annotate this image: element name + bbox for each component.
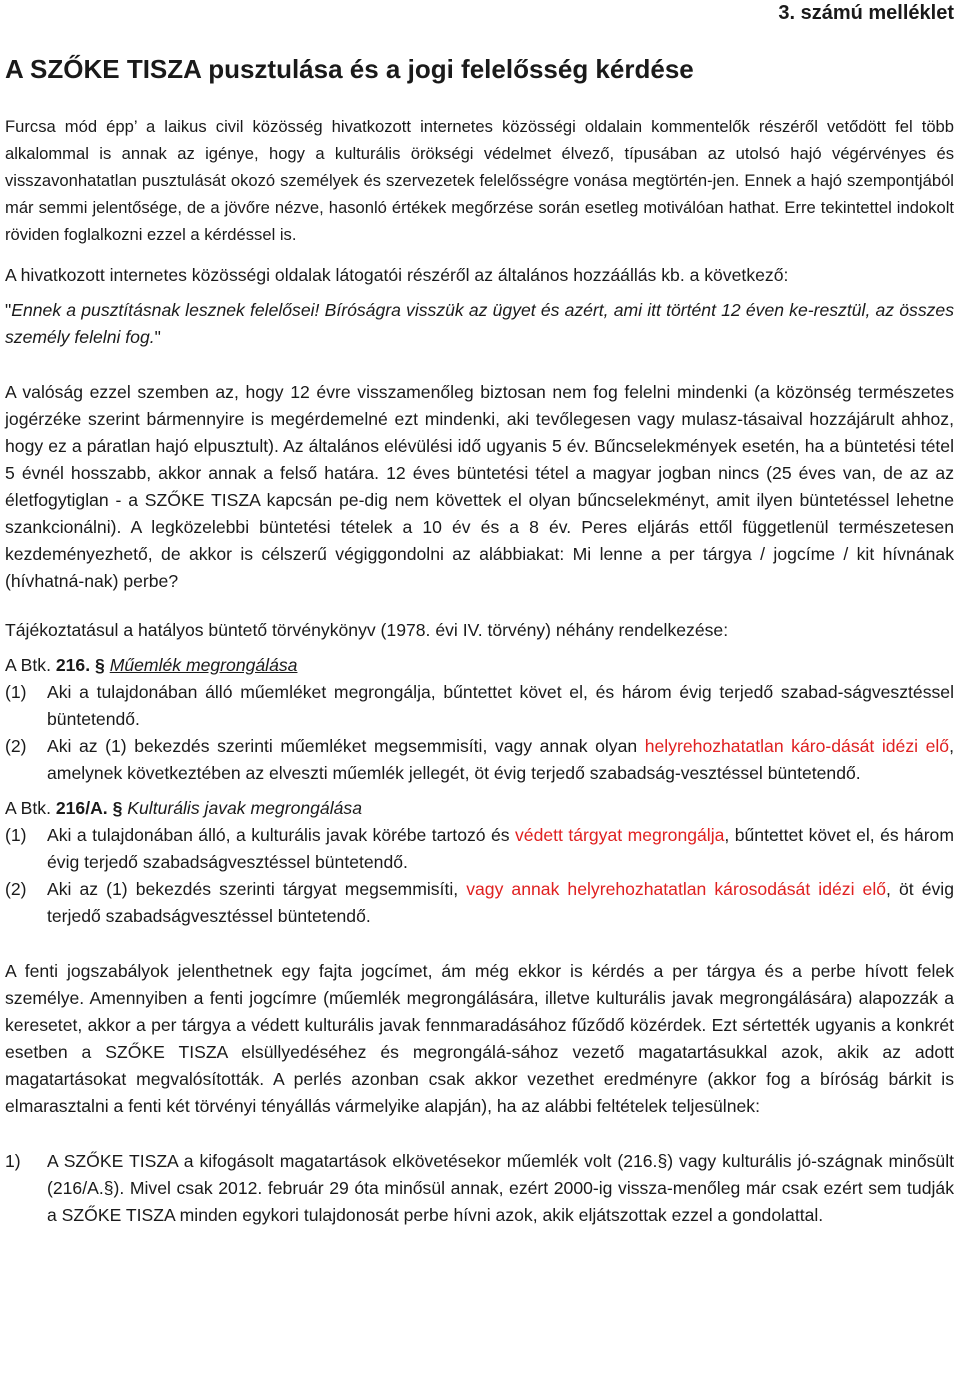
section-216a-item-1 xyxy=(5,822,954,876)
quote-close-mark: " xyxy=(154,327,161,347)
info-line: Tájékoztatásul a hatályos büntető törvénykönyv (1978. évi IV. törvény) néhány rendelkezése: xyxy=(5,620,729,640)
condition-text: A SZŐKE TISZA a kifogásolt magatartások elkövetésekor műemlék volt (216.§) vagy kulturális jó-szágnak minősült (216/A.§). Mivel csak 2012. február 29 óta minősül annak, ezért 2000-ig vissza-menőleg már csak ezért sem tudják a SZŐKE TISZA minden egykori tulajdonosát perbe hívni azok, akik eljátszottak ezzel a gondolattal. xyxy=(47,1151,954,1225)
item-text xyxy=(47,822,954,876)
item-text-after: , amelynek következtében az elveszti műemlék jellegét, öt évig terjedő szabadság-vesztéssel büntetendő. xyxy=(47,736,954,783)
section-216-number: 216. xyxy=(55,655,91,675)
item-number: (2) xyxy=(5,736,27,756)
section-216a-heading xyxy=(5,795,954,822)
document-body xyxy=(5,113,954,1229)
item-text-highlight: vagy annak helyrehozhatatlan károsodását idézi elő xyxy=(466,879,887,899)
section-216a-title: Kulturális javak megrongálása xyxy=(127,798,362,818)
item-number: (1) xyxy=(5,682,27,702)
legal-paragraph: A fenti jogszabályok jelenthetnek egy fajta jogcímet, ám még ekkor is kérdés a per tárgya és a perbe hívott felek személye. Amennyiben a fenti jogcímre (műemlék megrongálására, illetve kulturális javak megrongálására) alapozzák a keresetet, akkor a per tárgya a védett kulturális javak fennmaradásához fűződő közérdek. Ezt sértették ugyanis a konkrét esetben a SZŐKE TISZA elsüllyedéséhez és megrongálá-sához vezető magatartásukkal azok, akik az adott magatartásokat megvalósították. A perlés azonban csak akkor vezethet eredményre (akkor fog a bíróság bárkit is elmarasztalni a fenti két törvényi tényállás vármelyike alapján), ha az alábbi feltételek teljesülnek: xyxy=(5,961,954,1116)
item-number: (1) xyxy=(5,825,27,845)
section-216-item-1 xyxy=(5,679,954,733)
item-text-before: Aki a tulajdonában álló, a kulturális javak körébe tartozó és xyxy=(47,825,515,845)
quote-paragraph xyxy=(5,297,954,351)
quote-open-mark: " xyxy=(5,300,12,320)
reality-paragraph: A valóság ezzel szemben az, hogy 12 évre visszamenőleg biztosan nem fog felelni mindenki (a közönség természetes jogérzéke szerint bármennyire is megérdemelné ezt mindenki, aki tevőlegesen vagy mulasz-tásaival hozzájárult ahhoz, hogy ez a páratlan hajó elpusztult). Az általános elévülési idő ugyanis 5 év. Bűncselekmények esetén, ha a büntetési tétel 5 évnél hosszabb, akkor annak a felső határa. 12 éves büntetési tétel a magyar jogban nincs (25 éves van, de az az életfogytiglan - a SZŐKE TISZA kapcsán pe-dig nem követtek el olyan bűncselekményt, amit ilyen büntetéssel lehetne szankcionálni). A legközelebbi büntetési tételek a 10 év és a 8 év. Peres eljárás ettől függetlenül természetesen kezdeményezhető, de akkor is célszerű végiggondolni az alábbiakat: Mi lenne a per tárgya / jogcíme / kit hívnának (hívhatná-nak) perbe? xyxy=(5,382,954,591)
item-text-before: Aki az (1) bekezdés szerinti műemléket megsemmisíti, vagy annak olyan xyxy=(47,736,645,756)
section-216a-item-2 xyxy=(5,876,954,930)
page-title: A SZŐKE TISZA pusztulása és a jogi felelősség kérdése xyxy=(5,54,694,84)
item-text: Aki a tulajdonában álló műemléket megrongálja, bűntettet követ el, és három évig terjedő szabad-ságvesztéssel büntetendő. xyxy=(47,682,954,729)
item-text xyxy=(47,733,954,787)
quote-text: Ennek a pusztításnak lesznek felelősei! Bíróságra visszük az ügyet és azért, ami itt történt 12 éven ke-resztül, az összes személy felelni fog. xyxy=(5,300,954,347)
section-216a-number: 216/A. xyxy=(55,798,108,818)
general-attitude-line: A hivatkozott internetes közösségi oldalak látogatói részéről az általános hozzáállás kb. a következő: xyxy=(5,265,789,285)
item-number: (2) xyxy=(5,879,27,899)
section-216a-symbol: § xyxy=(112,798,123,818)
section-216-item-2 xyxy=(5,733,954,787)
item-text-highlight: helyrehozhatatlan káro-dását idézi elő xyxy=(644,736,950,756)
condition-number: 1) xyxy=(5,1151,21,1171)
section-216a-prefix: A Btk. xyxy=(5,798,56,818)
item-text-after: , öt évig terjedő szabadságvesztéssel büntetendő. xyxy=(47,879,954,926)
annex-label: 3. számú melléklet xyxy=(778,2,954,24)
section-216-prefix: A Btk. xyxy=(5,655,56,675)
intro-paragraph: Furcsa mód épp’ a laikus civil közösség hivatkozott internetes közösségi oldalain kommentelők részéről vetődött fel több alkalommal is annak az igénye, hogy a kulturális örökségi védelmet élvező, típusában az utolsó hajó végérvényes és visszavonhatatlan pusztulását okozó személyek és szervezetek felelősségre vonása megtörtén-jen. Ennek a hajó szempontjából már semmi jelentősége, de a jövőre nézve, hasonló értékek megőrzése során esetleg motiválóan hathat. Erre tekintettel indokolt röviden foglalkozni ezzel a kérdéssel is. xyxy=(5,117,954,244)
section-216-title: Műemlék megrongálása xyxy=(109,655,298,675)
section-216-symbol: § xyxy=(95,655,105,675)
item-text xyxy=(47,876,954,930)
condition-item-1 xyxy=(5,1148,954,1229)
item-text-highlight: védett tárgyat megrongálja xyxy=(515,825,725,845)
item-text-before: Aki az (1) bekezdés szerinti tárgyat megsemmisíti, xyxy=(47,879,467,899)
section-216-heading xyxy=(5,652,954,679)
item-text-after: , bűntettet követ el, és három évig terjedő szabadságvesztéssel büntetendő. xyxy=(47,825,954,872)
